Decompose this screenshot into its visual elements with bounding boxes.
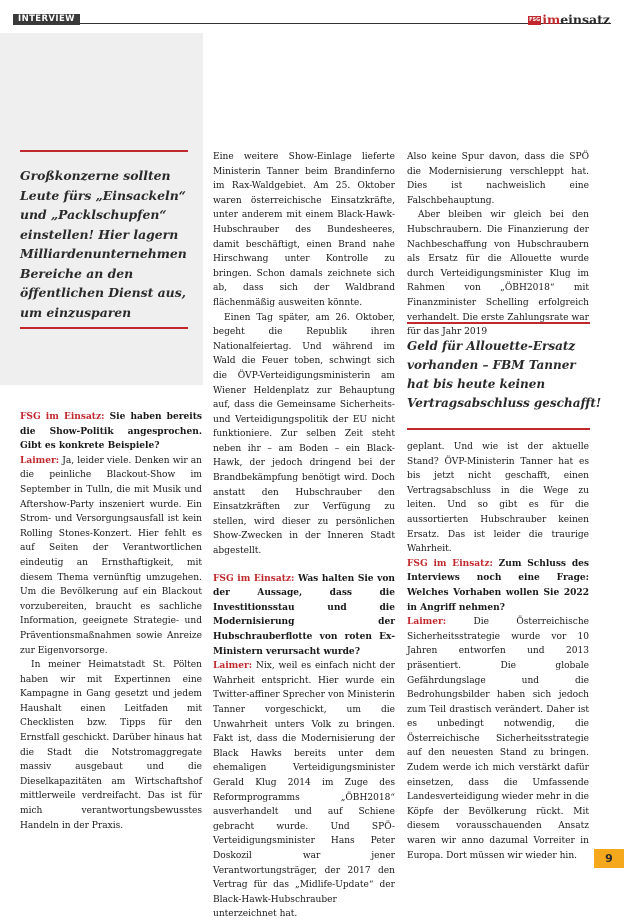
pullquote-left: Großkonzerne sollten Leute fürs „Einsackeln“ und „Packlschupfen“ einstellen! Hier lagern Milliardenunternehmen Bereiche an den öffentlichen Dienst aus, um einzusparen [20, 168, 187, 320]
paragraph-st-poelten: In meiner Heimatstadt St. Pölten haben wir mit Expertinnen eine Kampagne in Gang gesetzt und jedem Haushalt einen Leitfaden mit Checklisten bzw. Tipps für den Ernstfall geschickt. Darüber hinaus hat die Stadt die Notstromaggregate massiv ausgebaut und die Dieselkapazitäten am Wirtschaftshof mittlerweile verdreifacht. Das ist für mich verantwortungsbewusstes Handeln in der Praxis. [20, 660, 202, 831]
pullquote-left-bottom-rule [20, 327, 188, 329]
answer-3-text: Die Österreichische Sicherheitsstrategie wurde vor 10 Jahren entworfen und 2013 präsentiert. Die globale Gefährdungslage und die Bedrohungsbilder haben sich jedoch zum Teil drastisch verändert. Daher ist es unbedingt notwendig, die Österreichische Sicherheitsstrategie auf den neuesten Stand zu bringen. Zudem werde ich mich verstärkt dafür einsetzen, dass die Umfassende Landesverteidigung wieder mehr in die Köpfe der Bevölkerung rückt. Mit diesem vorausschauenden Ansatz waren wir anno dazumal Vorreiter in Europa. Dort müssen wir wieder hin. [407, 617, 589, 861]
question-2 [213, 572, 395, 660]
text-column-3-bottom [407, 440, 589, 863]
question-2-text: Was halten Sie von der Aussage, dass die Investitionsstau und die Modernisierung der Hubschrauberflotte von roten Ex-Ministern verursacht wurde? [213, 573, 395, 657]
answer-1-text: Ja, leider viele. Denken wir an die peinliche Blackout-Show im September in Tulln, die mit Musik und Aftershow-Party inszeniert wurde. Ein Strom- und Versorgungsausfall ist kein Rolling Stones-Konzert. Hier fehlt es auf Seiten der Verantwortlichen eindeutig an Ernsthaftigkeit, mit diesem Thema vernünftig umzugehen. Um die Bevölkerung auf ein Blackout vorzubereiten, braucht es sachliche Information, geeignete Strategie- und Präventionsmaßnahmen sowie Anreize zur Eigenvorsorge. [20, 455, 202, 656]
header-rule [13, 23, 611, 24]
question-1 [20, 410, 202, 454]
pullquote-right-bottom-rule [407, 428, 590, 430]
answer-2-label: Laimer: [213, 661, 253, 672]
logo-im-text: im [542, 12, 561, 27]
pullquote-left-top-rule [20, 150, 188, 152]
question-3-text: Zum Schluss des Interviews noch eine Frage: Welches Vorhaben wollen Sie 2022 in Angriff nehmen? [407, 558, 589, 613]
paragraph-helicopter-financing: Aber bleiben wir gleich bei den Hubschraubern. Die Finanzierung der Nachbeschaffung von Hubschraubern als Ersatz für die Allouette wurde durch Verteidigungsminister Klug im Rahmen von „ÖBH2018“ mit Finanzminister Schelling erfolgreich verhandelt. Die erste Zahlungsrate war für das Jahr 2019 [407, 210, 589, 338]
logo-einsatz-text: einsatz [560, 12, 610, 27]
section-tag: INTERVIEW [13, 14, 80, 25]
paragraph-national-day: Einen Tag später, am 26. Oktober, begeht die Republik ihren Nationalfeiertag. Und während im Wald die Feuer toben, schwingt sich die ÖVP-Verteidigungsministerin am Wiener Heldenplatz zur Behauptung auf, dass die Gemeinsame Sicherheits- und Verteidigungspolitik der EU nicht funktioniere. Zur selben Zeit steht neben ihr – am Boden – ein Black-Hawk, der jedoch dringend bei der Brandbekämpfung benötigt wird. Doch anstatt den Hubschrauber den Einsatzkräften zur Verfügung zu stellen, wird dieser zu persönlichen Show-Zwecken in der Inneren Stadt abgestellt. [213, 312, 395, 557]
answer-1-label: Laimer: [20, 455, 60, 466]
page-number: 9 [594, 849, 624, 868]
question-3 [407, 557, 589, 615]
question-3-label: FSG im Einsatz: [407, 558, 493, 569]
answer-3 [407, 615, 589, 863]
text-column-1 [20, 410, 202, 833]
answer-2 [213, 659, 395, 922]
question-2-label: FSG im Einsatz: [213, 573, 295, 584]
paragraph-current-status: geplant. Und wie ist der aktuelle Stand? ÖVP-Ministerin Tanner hat es bis jetzt nicht geschafft, einen Vertragsabschluss in die Wege zu leiten. Und so gibt es für die aussortierten Hubschrauber keinen Ersatz. Das ist leider die traurige Wahrheit. [407, 442, 589, 555]
paragraph-rax-fire: Eine weitere Show-Einlage lieferte Ministerin Tanner beim Brandinferno im Rax-Waldgebiet. Am 25. Oktober waren österreichische Einsatzkräfte, unter anderem mit einem Black-Hawk-Hubschrauber des Bundesheeres, damit beschäftigt, einen Brand nahe Hirschwang unter Kontrolle zu bringen. Schon damals zeichnete sich ab, dass sich der Waldbrand flächenmäßig ausweiten könnte. [213, 152, 395, 308]
answer-2-text: Nix, weil es einfach nicht der Wahrheit entspricht. Hier wurde ein Twitter-affiner Sprecher von Ministerin Tanner vorgeschickt, um die Unwahrheit unters Volk zu bringen. Fakt ist, dass die Modernisierung der Black Hawks bereits unter dem ehemaligen Verteidigungsminister Gerald Klug 2014 im Zuge des Reformprogramms „ÖBH2018“ ausverhandelt und auf Schiene gebracht wurde. Und SPÖ-Verteidigungsminister Hans Peter Doskozil war jener Verantwortungsträger, der 2017 den Vertrag für das „Midlife-Update“ der Black-Hawk-Hubschrauber unterzeichnet hat. [213, 661, 395, 920]
text-column-3-top [407, 150, 589, 340]
text-column-2 [213, 150, 395, 922]
logo-fsg-badge: FSG [529, 16, 541, 23]
magazine-logo [528, 13, 610, 27]
pullquote-right: Geld für Allouette-Ersatz vorhanden – FBM Tanner hat bis heute keinen Vertragsabschluss geschafft! [407, 339, 602, 410]
question-1-text: Sie haben bereits die Show-Politik angesprochen. Gibt es konkrete Beispiele? [20, 412, 202, 452]
answer-1 [20, 454, 202, 658]
question-1-label: FSG im Einsatz: [20, 412, 105, 422]
paragraph-no-delay: Also keine Spur davon, dass die SPÖ die Modernisierung verschleppt hat. Dies ist nachweislich eine Falschbehauptung. [407, 152, 589, 206]
answer-3-label: Laimer: [407, 617, 447, 628]
